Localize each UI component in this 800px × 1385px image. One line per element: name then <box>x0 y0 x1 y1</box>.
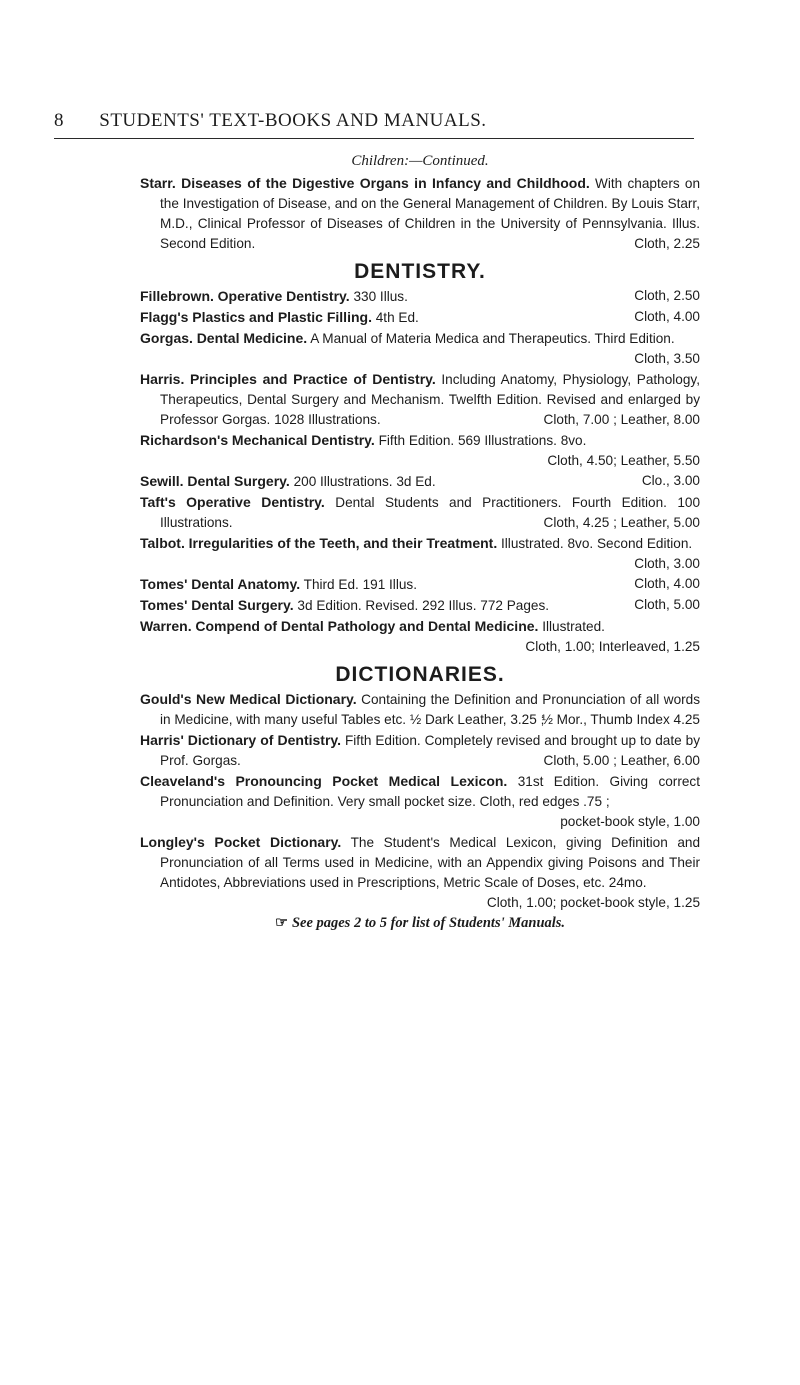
entry-author: Gorgas. <box>140 330 193 346</box>
book-entry <box>140 173 700 254</box>
running-head-title: STUDENTS' TEXT-BOOKS AND MANUALS. <box>99 110 487 131</box>
entry-price: Cloth, 3.50 <box>634 351 700 366</box>
entry-author: Fillebrown. <box>140 288 214 304</box>
entry-author: Tomes' <box>140 597 188 613</box>
book-entry <box>140 286 700 307</box>
book-entry <box>140 533 700 574</box>
book-entry <box>140 307 700 328</box>
entry-title: Dental Surgery. <box>191 597 294 613</box>
entry-price: Cloth, 4.50; Leather, 5.50 <box>547 453 700 468</box>
footer-note <box>140 915 700 932</box>
entry-title: Mechanical Dentistry. <box>231 432 375 448</box>
catalog-page <box>54 110 701 932</box>
entry-author: Gould's <box>140 691 192 707</box>
book-entry <box>140 471 700 492</box>
entry-detail: Fifth Edition. 569 Illustrations. 8vo. <box>378 433 587 448</box>
entry-price: ½ Mor., Thumb Index 4.25 <box>541 712 700 727</box>
entry-author: Harris' <box>140 732 184 748</box>
entry-detail: Fifth Edition. Completely revised and brought up to date by Prof. Gorgas. <box>160 733 700 768</box>
entry-title: Principles and Practice of Dentistry. <box>189 371 436 387</box>
page-number: 8 <box>54 110 64 131</box>
pointing-hand-icon: ☞ <box>274 915 288 931</box>
entry-detail: A Manual of Materia Medica and Therapeutics. Third Edition. <box>310 331 675 346</box>
entry-detail: Containing the Definition and Pronunciation of all words in Medicine, with many useful Tables etc. ½ Dark Leather, 3.25 ; <box>160 692 701 727</box>
entry-price: Cloth, 7.00 ; Leather, 8.00 <box>543 412 700 427</box>
continued-heading: Children:—Continued. <box>351 153 489 169</box>
book-entry <box>140 616 700 657</box>
entry-title: Diseases of the Digestive Organs in Infancy and Childhood. <box>181 175 590 191</box>
entry-detail: 330 Illus. <box>353 289 408 304</box>
entry-title: Operative Dentistry. <box>186 494 325 510</box>
entry-price: Cloth, 4.00 <box>634 576 700 591</box>
book-entry <box>140 574 700 595</box>
book-entry <box>140 328 700 369</box>
entry-author: Cleaveland's <box>140 773 226 789</box>
dentistry-heading: DENTISTRY. <box>354 260 486 283</box>
dictionaries-list <box>140 689 700 913</box>
entry-detail: Including Anatomy, Physiology, Pathology, Therapeutics, Dental Surgery and Mechanism. Twelfth Edition. Revised and enlarged by Professor Gorgas. 1028 Illustrations. <box>160 372 700 427</box>
entry-title: Dental Anatomy. <box>191 576 301 592</box>
entry-price: Cloth, 4.25 ; Leather, 5.00 <box>543 515 700 530</box>
entry-title: Irregularities of the Teeth, and their Treatment. <box>188 535 498 551</box>
entry-title: Dental Medicine. <box>196 330 308 346</box>
entry-detail: The Student's Medical Lexicon, giving Definition and Pronunciation of all Terms used in Medicine, with an Appendix giving Poisons and Their Antidotes, Abbreviations used in Prescriptions, Metric Scale of Doses, etc. 24mo. <box>160 835 701 890</box>
book-entry <box>140 689 700 730</box>
entry-author: Talbot. <box>140 535 185 551</box>
entry-detail: 200 Illustrations. 3d Ed. <box>293 474 436 489</box>
running-head <box>54 110 694 139</box>
entry-detail: 3d Edition. Revised. 292 Illus. 772 Pages. <box>297 598 550 613</box>
book-entry <box>140 492 700 533</box>
entry-author: Warren. <box>140 618 192 634</box>
entry-author: Richardson's <box>140 432 229 448</box>
dictionaries-heading: DICTIONARIES. <box>335 663 505 686</box>
entry-price: Cloth, 1.00; Interleaved, 1.25 <box>525 639 700 654</box>
book-entry <box>140 595 700 616</box>
entry-author: Harris. <box>140 371 185 387</box>
entry-detail: With chapters on the Investigation of Disease, and on the General Management of Children. By Louis Starr, M.D., Clinical Professor of Diseases of Children in the University of Pennsylvania. Illus. Second Edition. <box>160 176 701 251</box>
entry-price: Cloth, 2.25 <box>634 236 700 251</box>
entry-price: Cloth, 1.00; pocket-book style, 1.25 <box>486 895 700 910</box>
entry-price: Cloth, 4.00 <box>634 309 700 324</box>
footer-text: See pages 2 to 5 for list of Students' Manuals. <box>291 915 566 931</box>
entry-author: Sewill. <box>140 473 184 489</box>
book-entry <box>140 771 700 832</box>
entry-price: Cloth, 3.00 <box>634 556 700 571</box>
entry-detail: Illustrated. <box>542 619 605 634</box>
book-entry <box>140 730 700 771</box>
dentistry-list <box>140 286 700 657</box>
entry-title: Pronouncing Pocket Medical Lexicon. <box>235 773 508 789</box>
entry-detail: Illustrated. 8vo. Second Edition. <box>501 536 693 551</box>
entry-price: Cloth, 2.50 <box>634 288 700 303</box>
entry-detail: 31st Edition. Giving correct Pronunciation and Definition. Very small pocket size. Cloth, red edges .75 ; <box>160 774 700 809</box>
entry-detail: 4th Ed. <box>375 310 419 325</box>
entry-title: Compend of Dental Pathology and Dental Medicine. <box>195 618 539 634</box>
entry-title: New Medical Dictionary. <box>196 691 357 707</box>
entry-author: Taft's <box>140 494 176 510</box>
book-entry <box>140 832 700 913</box>
entry-author: Longley's <box>140 834 205 850</box>
book-entry <box>140 369 700 430</box>
entry-detail: Dental Students and Practitioners. Fourth Edition. 100 Illustrations. <box>160 495 701 530</box>
entry-title: Plastics and Plastic Filling. <box>192 309 372 325</box>
entry-title: Dental Surgery. <box>187 473 290 489</box>
entry-price: Clo., 3.00 <box>641 473 700 488</box>
entry-price: pocket-book style, 1.00 <box>560 814 700 829</box>
entry-title: Dictionary of Dentistry. <box>187 732 342 748</box>
book-entry <box>140 430 700 471</box>
entry-author: Flagg's <box>140 309 189 325</box>
entry-title: Pocket Dictionary. <box>214 834 342 850</box>
entry-price: Cloth, 5.00 ; Leather, 6.00 <box>543 753 700 768</box>
entry-price: Cloth, 5.00 <box>634 597 700 612</box>
entry-title: Operative Dentistry. <box>217 288 350 304</box>
entry-author: Starr. <box>140 175 176 191</box>
children-list <box>140 173 700 254</box>
entry-author: Tomes' <box>140 576 188 592</box>
entry-detail: Third Ed. 191 Illus. <box>303 577 417 592</box>
